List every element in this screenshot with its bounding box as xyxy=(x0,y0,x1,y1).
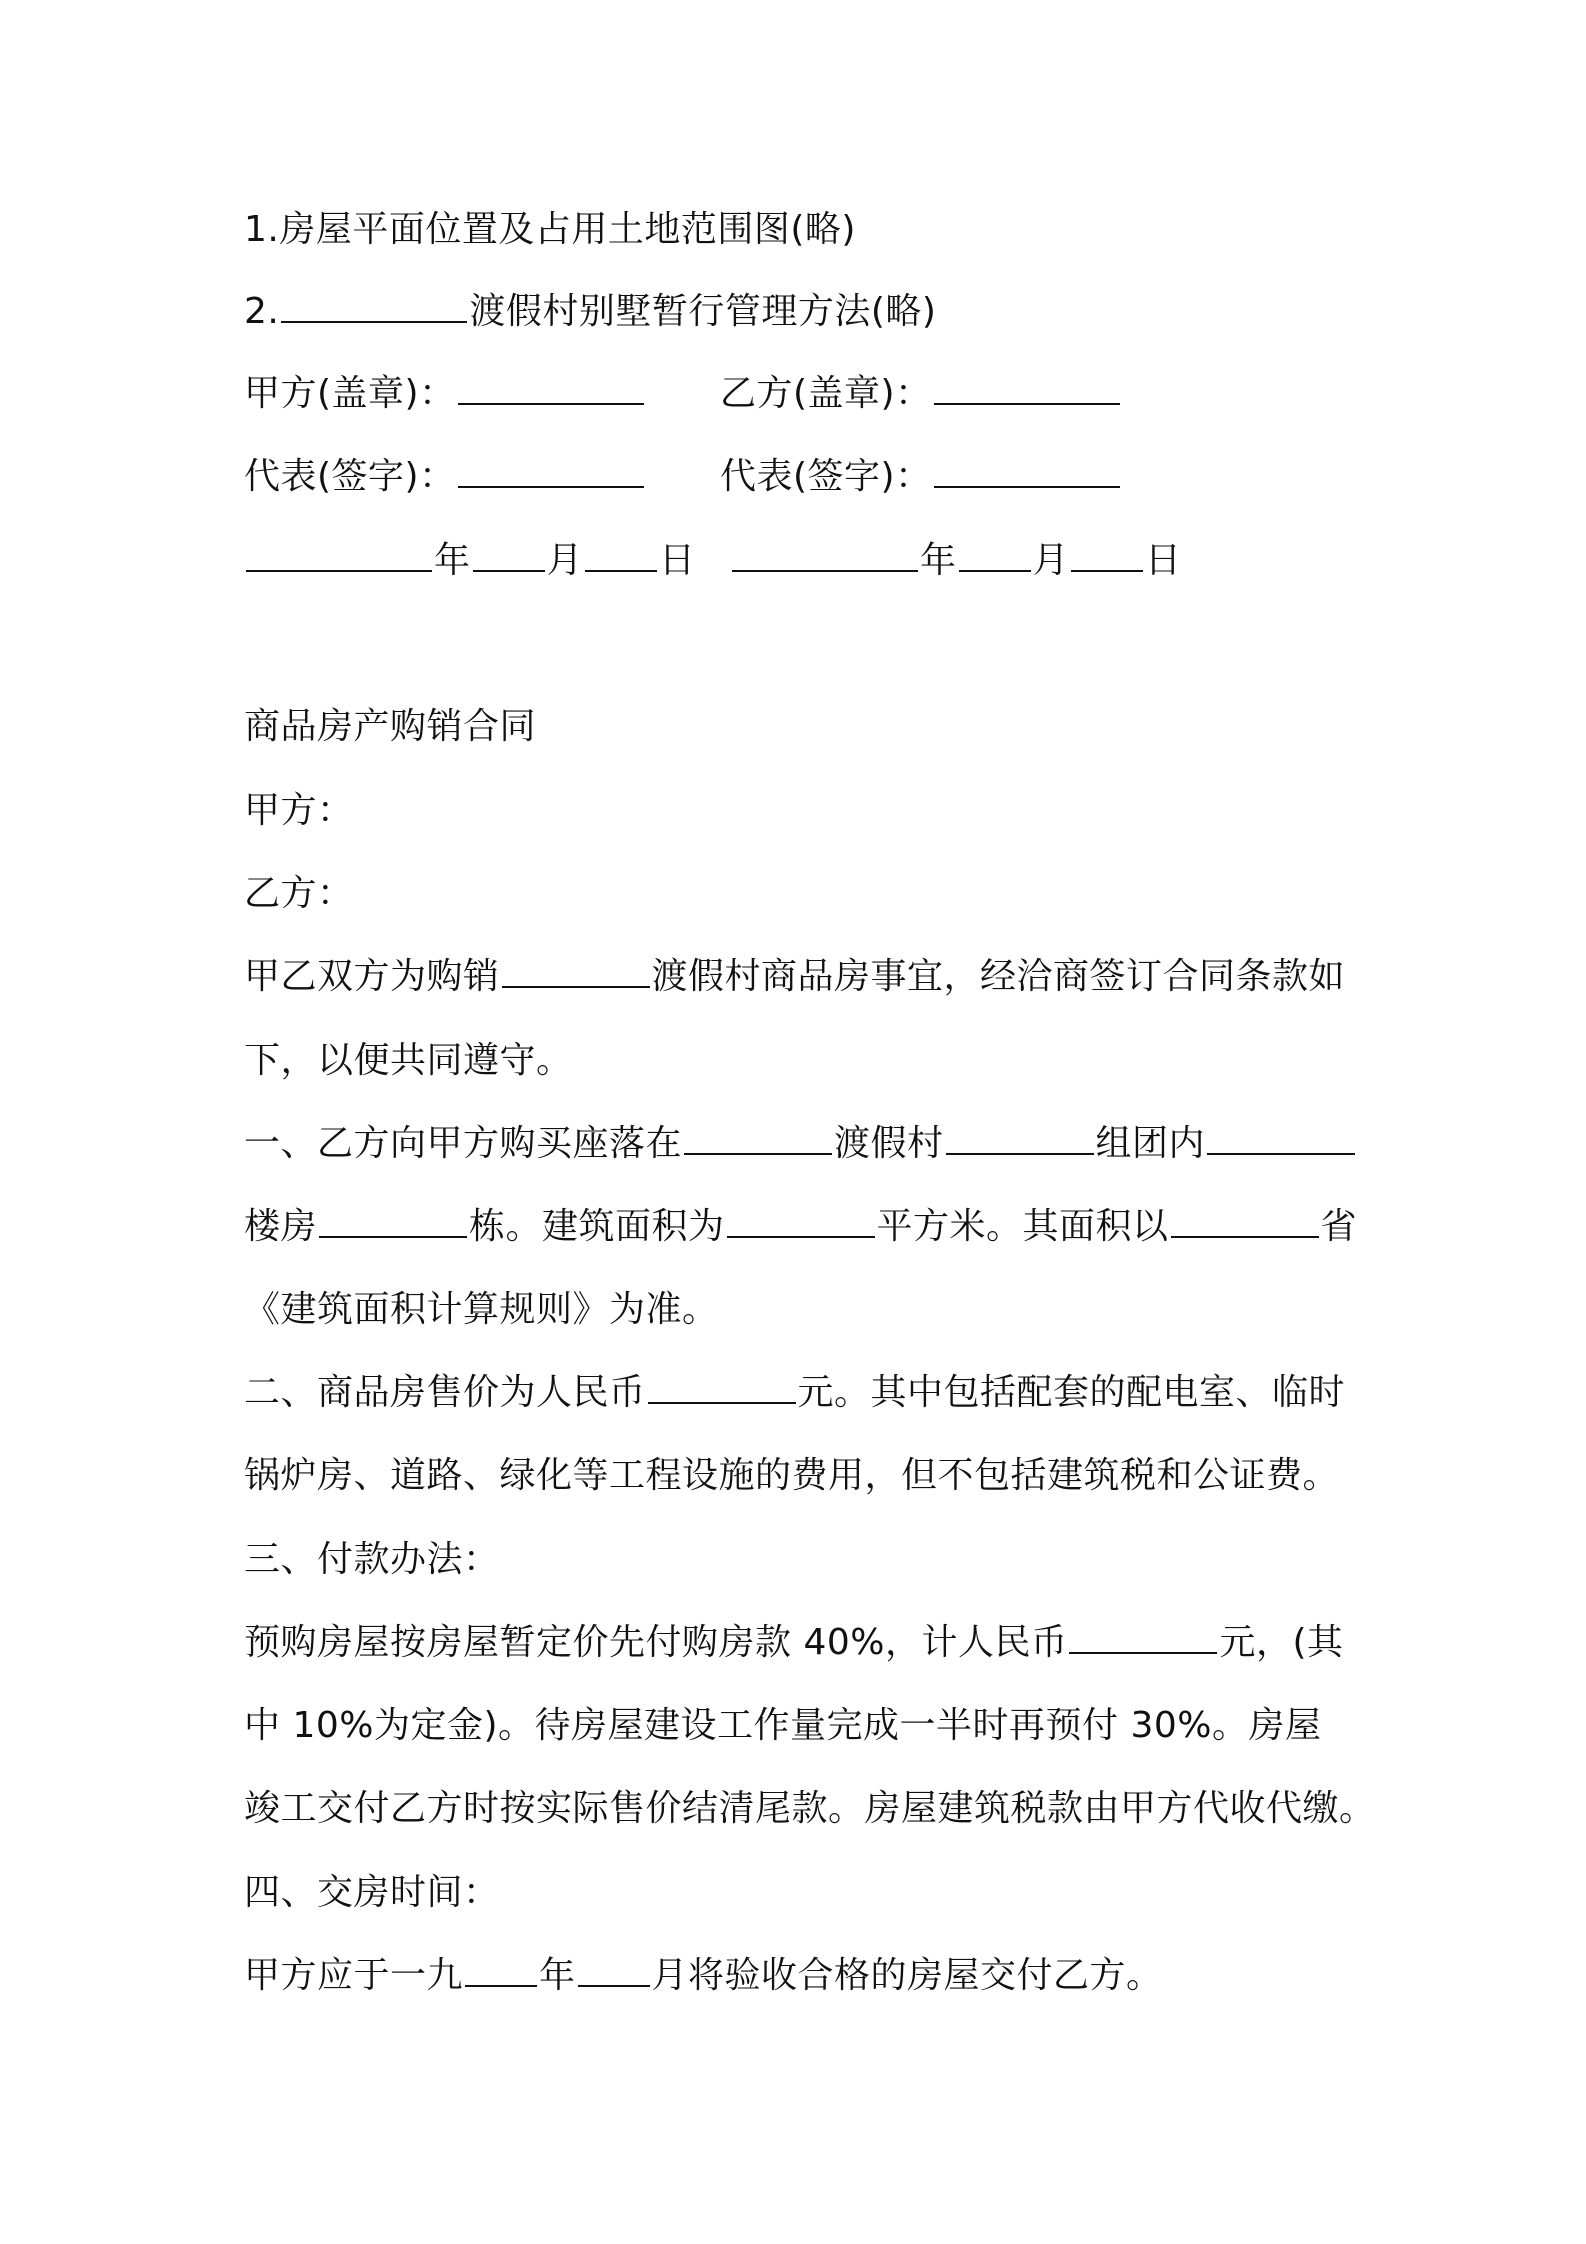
article-4-line-1: 甲方应于一九 年 月将验收合格的房屋交付乙方。 xyxy=(244,1955,1163,1996)
article-1-line-2: 楼房 栋。建筑面积为 平方米。其面积以 省 xyxy=(244,1206,1358,1247)
blank-field xyxy=(578,1953,650,1987)
blank-field xyxy=(732,538,918,572)
blank-field xyxy=(281,289,467,323)
blank-field xyxy=(959,538,1031,572)
blank-field xyxy=(502,954,650,988)
blank-field xyxy=(458,454,644,488)
blank-field xyxy=(1071,538,1143,572)
article-1-line-1: 一、乙方向甲方购买座落在 渡假村 组团内 xyxy=(244,1119,1357,1169)
blank-field xyxy=(727,1204,875,1238)
blank-field xyxy=(934,371,1120,405)
representative-line: 代表(签字)： 代表(签字)： xyxy=(244,452,646,502)
blank-field xyxy=(1069,1620,1217,1654)
article-3-line-2: 中 10%为定金)。待房屋建设工作量完成一半时再预付 30%。房屋 xyxy=(244,1705,1322,1746)
date-line: 年 月 日 年 月 日 xyxy=(244,536,696,586)
blank-field xyxy=(458,371,644,405)
article-3-line-1: 预购房屋按房屋暂定价先付购房款 40%，计人民币 元，(其 xyxy=(244,1622,1344,1663)
blank-field xyxy=(946,1121,1094,1155)
blank-field xyxy=(648,1370,796,1404)
blank-field xyxy=(1207,1121,1355,1155)
article-2-line-2: 锅炉房、道路、绿化等工程设施的费用，但不包括建筑税和公证费。 xyxy=(244,1455,1340,1496)
seal-line: 甲方(盖章)： 乙方(盖章)： xyxy=(244,369,646,419)
attachment-item-2: 2. 渡假村别墅暂行管理方法(略) xyxy=(244,291,937,332)
intro-line-1: 甲乙双方为购销 渡假村商品房事宜，经洽商签订合同条款如 xyxy=(244,956,1346,997)
article-3-line-3: 竣工交付乙方时按实际售价结清尾款。房屋建筑税款由甲方代收代缴。 xyxy=(244,1788,1376,1829)
party-a-line: 甲方： xyxy=(244,790,354,831)
party-b-line: 乙方： xyxy=(244,873,354,914)
article-4-title: 四、交房时间： xyxy=(244,1872,500,1913)
blank-field xyxy=(246,538,432,572)
blank-field xyxy=(684,1121,832,1155)
contract-title: 商品房产购销合同 xyxy=(244,706,537,747)
article-2-line-1: 二、商品房售价为人民币 元。其中包括配套的配电室、临时 xyxy=(244,1372,1346,1413)
article-3-title: 三、付款办法： xyxy=(244,1539,500,1580)
blank-field xyxy=(1171,1204,1319,1238)
article-1-line-3: 《建筑面积计算规则》为准。 xyxy=(244,1289,719,1330)
blank-field xyxy=(319,1204,467,1238)
intro-line-2: 下，以便共同遵守。 xyxy=(244,1040,573,1081)
attachment-item-1: 1.房屋平面位置及占用土地范围图(略) xyxy=(244,209,856,250)
blank-field xyxy=(473,538,545,572)
blank-field xyxy=(585,538,657,572)
blank-field xyxy=(465,1953,537,1987)
blank-field xyxy=(934,454,1120,488)
